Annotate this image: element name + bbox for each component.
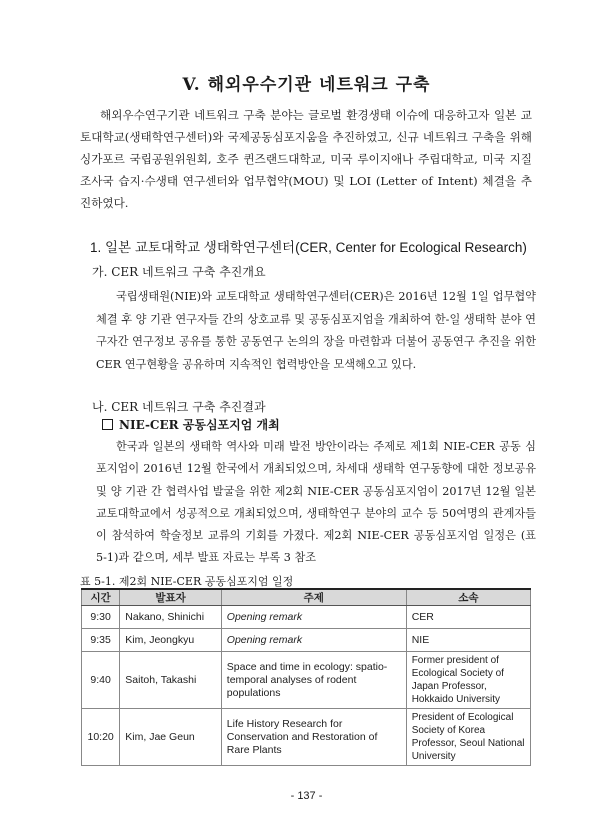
cell-topic: Opening remark <box>221 606 406 629</box>
table-row <box>82 606 531 629</box>
cell-affiliation: Former president of Ecological Society of Japan Professor, Hokkaido University <box>406 652 530 709</box>
cell-topic: Life History Research for Conservation and Restoration of Rare Plants <box>221 709 406 766</box>
table-caption: 표 5-1. 제2회 NIE-CER 공동심포지엄 일정 <box>80 575 294 588</box>
cell-affiliation: CER <box>406 606 530 629</box>
header-time: 시간 <box>82 589 120 606</box>
header-affiliation: 소속 <box>406 589 530 606</box>
section-title: V. 해외우수기관 네트워크 구축 <box>182 75 431 95</box>
cell-time: 9:35 <box>82 629 120 652</box>
table-header-row <box>82 589 531 606</box>
schedule-table <box>81 588 531 766</box>
checkbox-square-icon <box>102 419 113 430</box>
cell-speaker: Kim, Jae Geun <box>120 709 221 766</box>
cell-time: 10:20 <box>82 709 120 766</box>
cell-time: 9:30 <box>82 606 120 629</box>
cell-topic: Space and time in ecology: spatio-temporal analyses of rodent populations <box>221 652 406 709</box>
symposium-heading <box>102 416 280 433</box>
intro-paragraph: 해외우수연구기관 네트워크 구축 분야는 글로벌 환경생태 이슈에 대응하고자 일본 교토대학교(생태학연구센터)와 국제공동심포지움을 추진하였고, 신규 네트워크 구축을 위해 싱가포르 국립공원위원회, 호주 퀸즈랜드대학교, 미국 루이지애나 주립대학교, 미국 지질조사국 습지·수생태 연구센터와 업무협약(MOU) 및 LOI (Letter of Intent) 체결을 추진하였다. <box>80 108 532 210</box>
cell-affiliation: President of Ecological Society of Korea Professor, Seoul National University <box>406 709 530 766</box>
table-row <box>82 652 531 709</box>
cell-topic: Opening remark <box>221 629 406 652</box>
header-topic: 주제 <box>221 589 406 606</box>
cell-speaker: Nakano, Shinichi <box>120 606 221 629</box>
part-a-paragraph: 국립생태원(NIE)와 교토대학교 생태학연구센터(CER)은 2016년 12월 1일 업무협약 체결 후 양 기관 연구자들 간의 상호교류 및 공동심포지엄을 개최하여 한-일 생태학 분야 연구자간 연구정보 공유를 통한 공동연구 논의의 장을 마련함과 더불어 공동연구 추진을 위한 CER 연구현황을 공유하며 지속적인 협력방안을 모색해오고 있다. <box>96 290 536 371</box>
page-number: - 137 - <box>290 790 323 802</box>
cell-speaker: Saitoh, Takashi <box>120 652 221 709</box>
symposium-heading-label: NIE-CER 공동심포지엄 개최 <box>119 418 280 432</box>
subsection-1-heading: 1. 일본 교토대학교 생태학연구센터(CER, Center for Ecological Research) <box>90 240 527 255</box>
table-row <box>82 709 531 766</box>
cell-time: 9:40 <box>82 652 120 709</box>
part-b-heading: 나. CER 네트워크 구축 추진결과 <box>92 400 266 414</box>
part-b-paragraph: 한국과 일본의 생태학 역사와 미래 발전 방안이라는 주제로 제1회 NIE-CER 공동 심포지엄이 2016년 12월 한국에서 개최되었으며, 차세대 생태학 연구동향에 대한 정보공유 및 양 기관 간 협력사업 발굴을 위한 제2회 NIE-CER 공동심포지엄이 2017년 12월 일본 교토대학교에서 성공적으로 개최되었으며, 생태학연구 분야의 교수 등 50여명의 관계자들이 참석하여 학술정보 교류의 기회를 가졌다. 제2회 NIE-CER 공동심포지엄 일정은 (표 5-1)과 같으며, 세부 발표 자료는 부록 3 참조 <box>96 440 536 565</box>
header-speaker: 발표자 <box>120 589 221 606</box>
part-a-heading: 가. CER 네트워크 구축 추진개요 <box>92 265 266 279</box>
table-row <box>82 629 531 652</box>
cell-affiliation: NIE <box>406 629 530 652</box>
cell-speaker: Kim, Jeongkyu <box>120 629 221 652</box>
